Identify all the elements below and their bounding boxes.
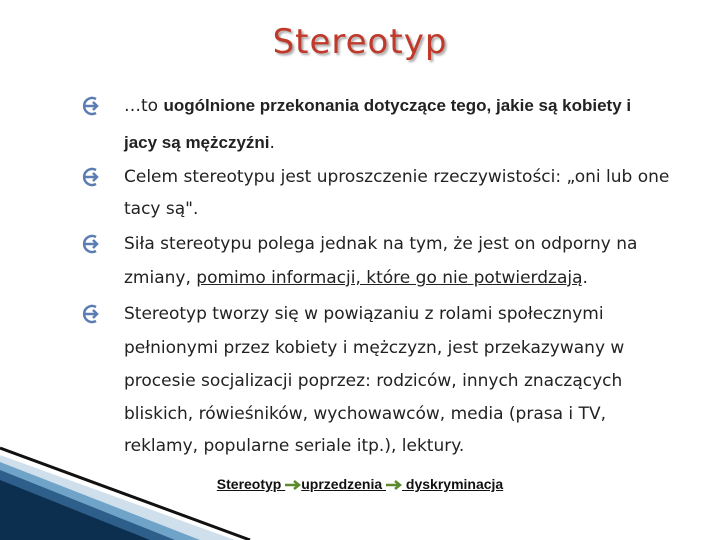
bullet-4-line-4: bliskich, rówieśników, wychowawców, media (prasa i TV,: [124, 404, 606, 424]
bullet-3-line-1: Siła stereotypu polega jednak na tym, że jest on odporny na: [124, 234, 638, 254]
arrow-right-icon: [386, 479, 402, 491]
bullet-1-bold-text: uogólnione przekonania dotyczące tego, jakie są kobiety i: [163, 96, 632, 115]
circled-arrow-right-icon: [80, 233, 102, 255]
bullet-1-line-1: [124, 96, 631, 116]
bullet-1-suffix: .: [269, 133, 275, 153]
footer-sequence: [0, 476, 720, 492]
bullet-2-line-1: Celem stereotypu jest uproszczenie rzeczywistości: „oni lub one: [124, 167, 670, 187]
bullet-3-line-2: [124, 268, 588, 288]
bullet-1-line-2: [124, 133, 275, 153]
bullet-4-line-3: procesie socjalizacji poprzez: rodziców, innych znaczących: [124, 371, 623, 391]
bullet-2-line-2: tacy są".: [124, 199, 199, 219]
slide-title: Stereotyp: [272, 22, 448, 62]
footer-item-uprzedzenia: uprzedzenia: [301, 476, 387, 492]
bullet-4-line-5: reklamy, popularne seriale itp.), lektury.: [124, 436, 465, 456]
bullet-3-suffix: .: [582, 268, 588, 288]
footer-item-stereotyp: Stereotyp: [216, 476, 286, 492]
circled-arrow-right-icon: [80, 95, 102, 117]
bullet-3-prefix: zmiany,: [124, 268, 197, 288]
footer-item-dyskryminacja: dyskryminacja: [402, 476, 504, 492]
bullet-4-line-1: Stereotyp tworzy się w powiązaniu z rolami społecznymi: [124, 304, 604, 324]
circled-arrow-right-icon: [80, 166, 102, 188]
bullet-3-underlined-text: pomimo informacji, które go nie potwierdzają: [196, 268, 583, 288]
bullet-4-line-2: pełnionymi przez kobiety i mężczyzn, jest przekazywany w: [124, 338, 625, 358]
bullet-1-bold-text-2: jacy są mężczyźni: [124, 133, 270, 152]
bullet-1-prefix: …to: [124, 96, 164, 116]
circled-arrow-right-icon: [80, 303, 102, 325]
arrow-right-icon: [285, 479, 301, 491]
